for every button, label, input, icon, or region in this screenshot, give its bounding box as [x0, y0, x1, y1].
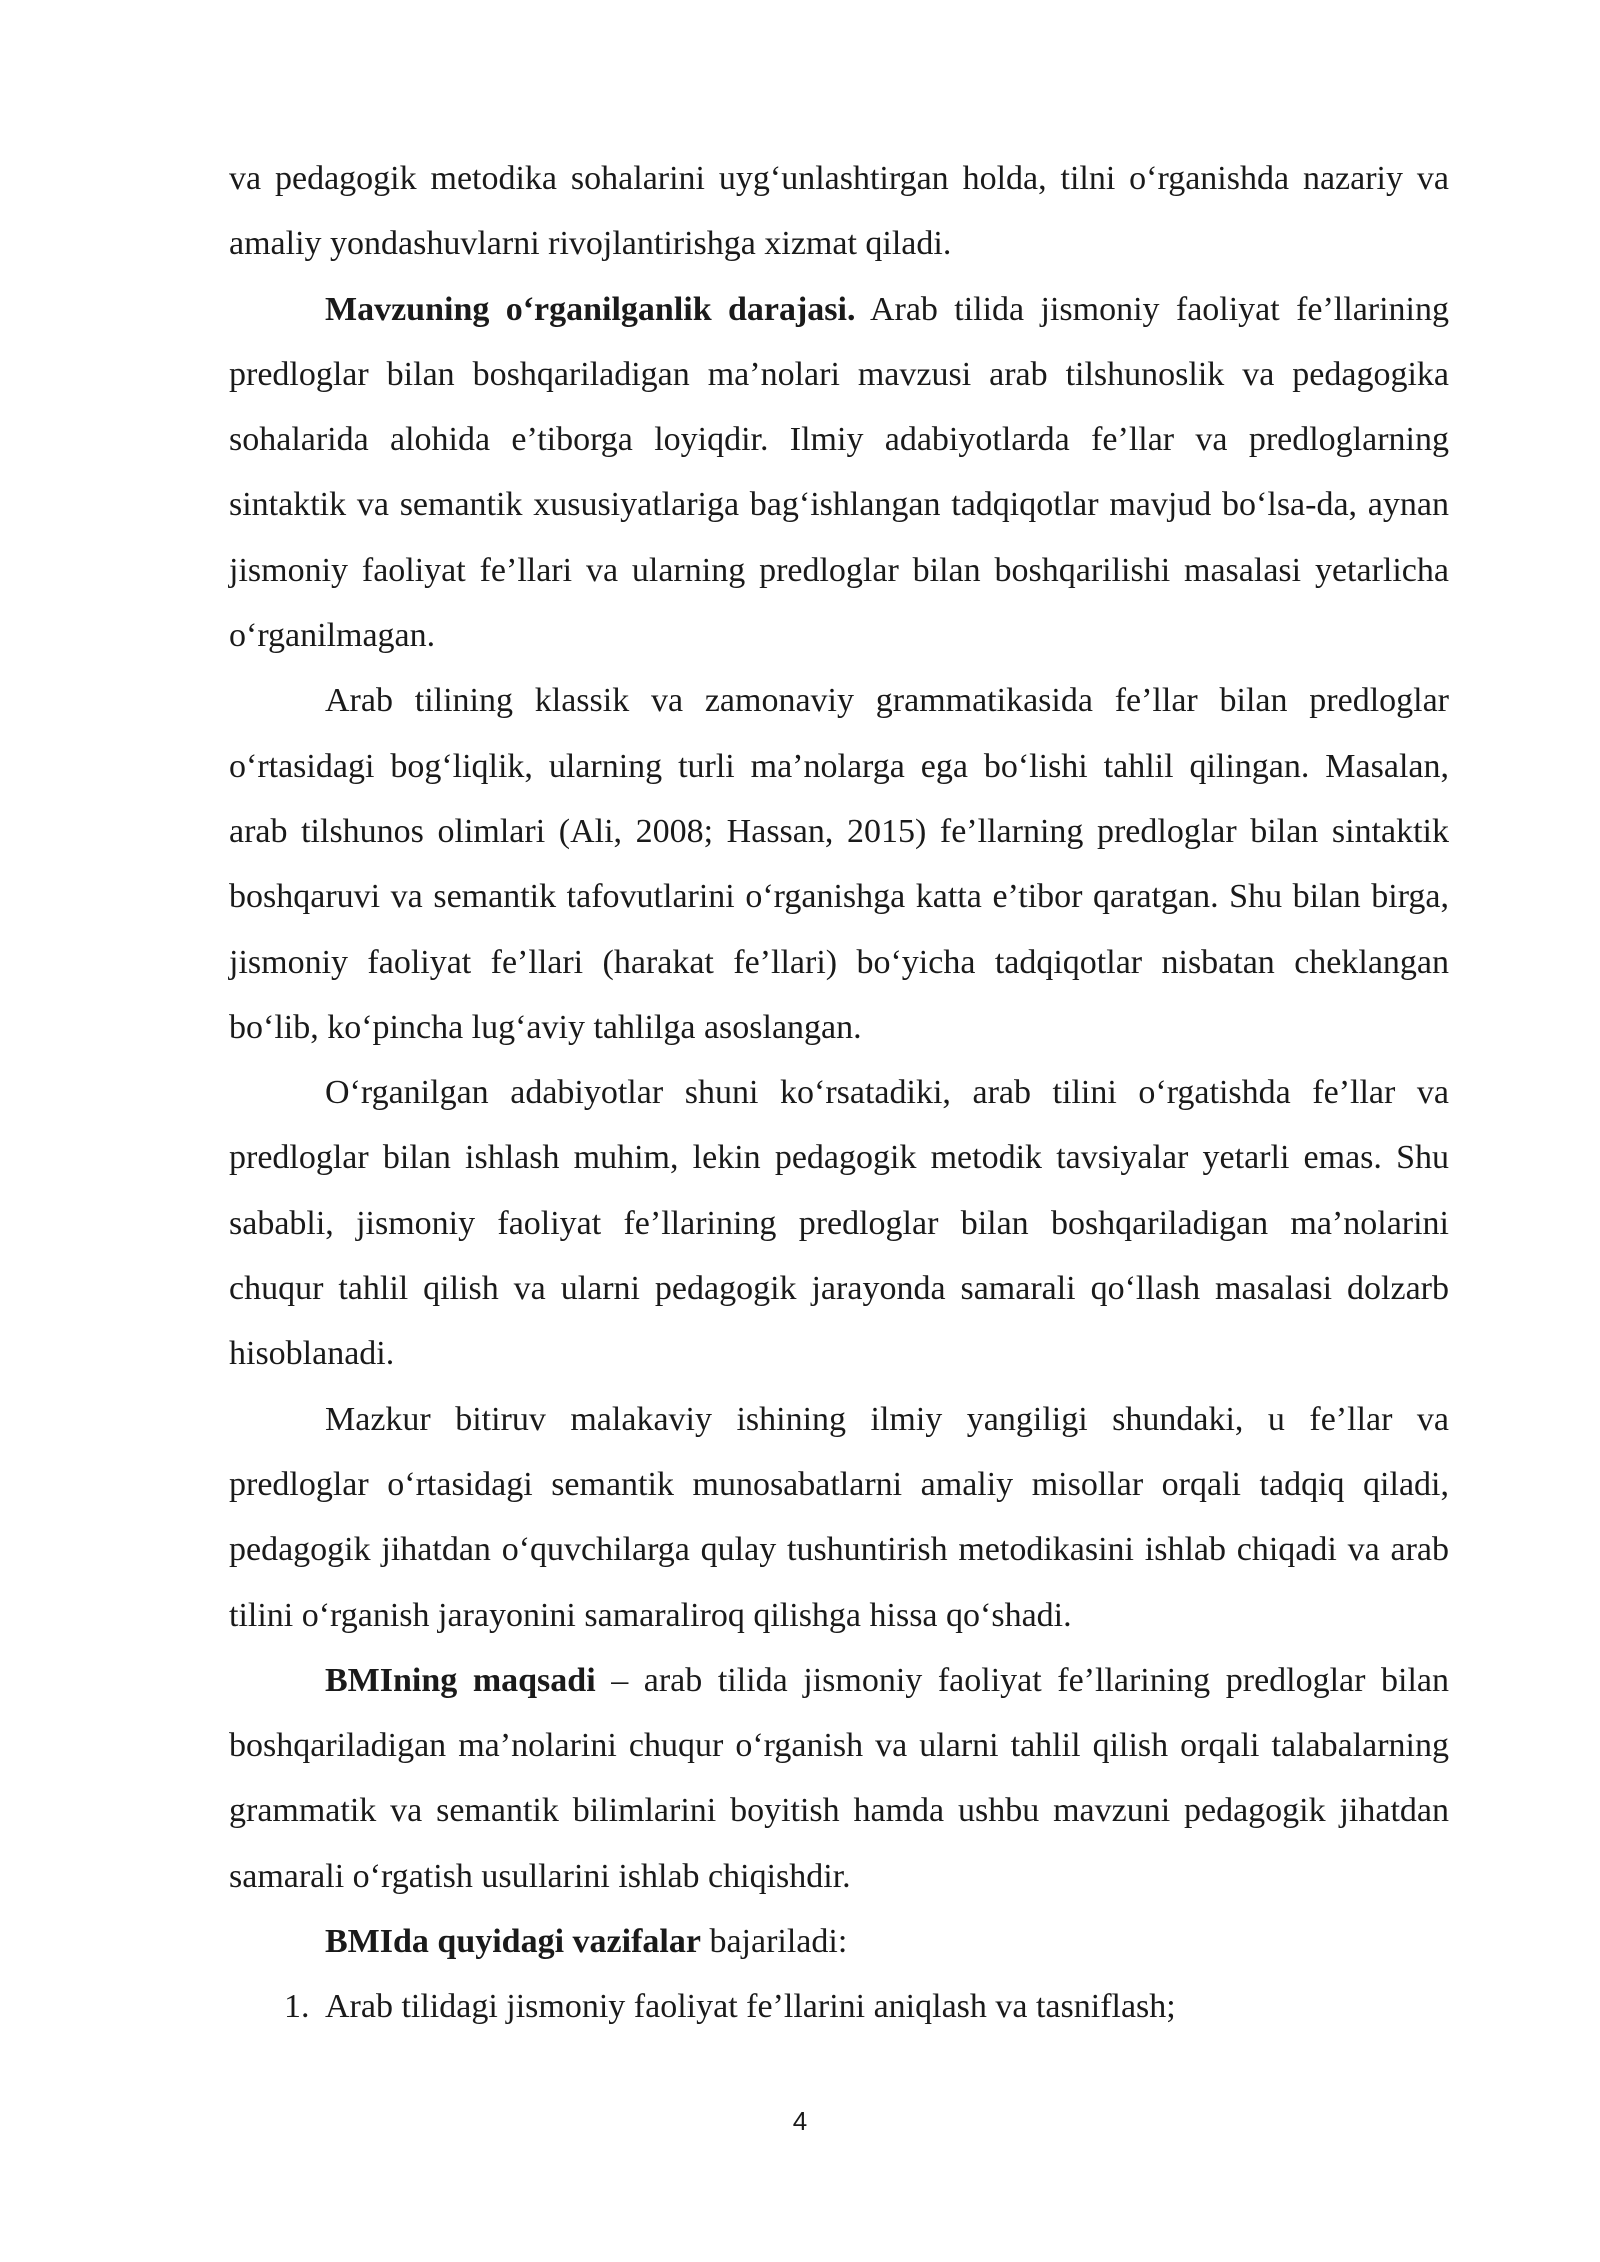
paragraph-study-level-text: Arab tilida jismoniy faoliyat fe’llarining predloglar bilan boshqariladigan ma’nolari mavzusi arab tilshunoslik va pedagogika sohalarida alohida e’tiborga loyiqdir. Ilmiy adabiyotlarda fe’llar va predloglarning sintaktik va semantik xususiyatlariga bag‘ishlangan tadqiqotlar mavjud bo‘lsa-da, aynan jismoniy faoliyat fe’llari va ularning predloglar bilan boshqarilishi masalasi yetarlicha o‘rganilmagan. — [229, 290, 1449, 655]
paragraph-grammar-review: Arab tilining klassik va zamonaviy grammatikasida fe’llar bilan predloglar o‘rtasidagi bog‘liqlik, ularning turli ma’nolarga ega bo‘lishi tahlil qilingan. Masalan, arab tilshunos olimlari (Ali, 2008; Hassan, 2015) fe’llarning predloglar bilan sintaktik boshqaruvi va semantik tafovutlarini o‘rganishga katta e’tibor qaratgan. Shu bilan birga, jismoniy faoliyat fe’llari (harakat fe’llari) bo‘yicha tadqiqotlar nisbatan cheklangan bo‘lib, ko‘pincha lug‘aviy tahlilga asoslangan. — [229, 682, 1449, 1046]
paragraph-tasks-intro — [229, 1909, 1449, 1974]
list-item-number: 1. — [284, 1988, 310, 2026]
heading-tasks: BMIda quyidagi vazifalar — [325, 1923, 701, 1961]
list-item — [229, 1974, 1449, 2039]
paragraph-goal-text: – arab tilida jismoniy faoliyat fe’llarining predloglar bilan boshqariladigan ma’nolarini chuqur o‘rganish va ularni tahlil qilish orqali talabalarning grammatik va semantik bilimlarini boyitish hamda ushbu mavzuni pedagogik jihatdan samarali o‘rgatish usullarini ishlab chiqishdir. — [229, 1661, 1450, 1895]
document-body — [229, 146, 1449, 2040]
paragraph-continuation: va pedagogik metodika sohalarini uyg‘unlashtirgan holda, tilni o‘rganishda nazariy va amaliy yondashuvlarni rivojlantirishga xizmat qiladi. — [229, 160, 1449, 263]
paragraph-novelty: Mazkur bitiruv malakaviy ishining ilmiy yangiligi shundaki, u fe’llar va predloglar o‘rtasidagi semantik munosabatlarni amaliy misollar orqali tadqiq qiladi, pedagogik jihatdan o‘quvchilarga qulay tushuntirish metodikasini ishlab chiqadi va arab tilini o‘rganish jarayonini samaraliroq qilishga hissa qo‘shadi. — [229, 1400, 1449, 1634]
heading-study-level: Mavzuning o‘rganilganlik darajasi. — [325, 290, 856, 328]
paragraph-literature-summary: O‘rganilgan adabiyotlar shuni ko‘rsatadiki, arab tilini o‘rgatishda fe’llar va predloglar bilan ishlash muhim, lekin pedagogik metodik tavsiyalar yetarli emas. Shu sababli, jismoniy faoliyat fe’llarining predloglar bilan boshqariladigan ma’nolarini chuqur tahlil qilish va ularni pedagogik jarayonda samarali qo‘llash masalasi dolzarb hisoblanadi. — [229, 1074, 1449, 1373]
paragraph-goal — [229, 1648, 1449, 1909]
paragraph-study-level — [229, 277, 1449, 669]
list-item-text: Arab tilidagi jismoniy faoliyat fe’llarini aniqlash va tasniflash; — [325, 1988, 1176, 2026]
page-number: 4 — [792, 2106, 808, 2136]
paragraph-tasks-text: bajariladi: — [700, 1923, 848, 1961]
heading-goal: BMIning maqsadi — [325, 1661, 596, 1699]
